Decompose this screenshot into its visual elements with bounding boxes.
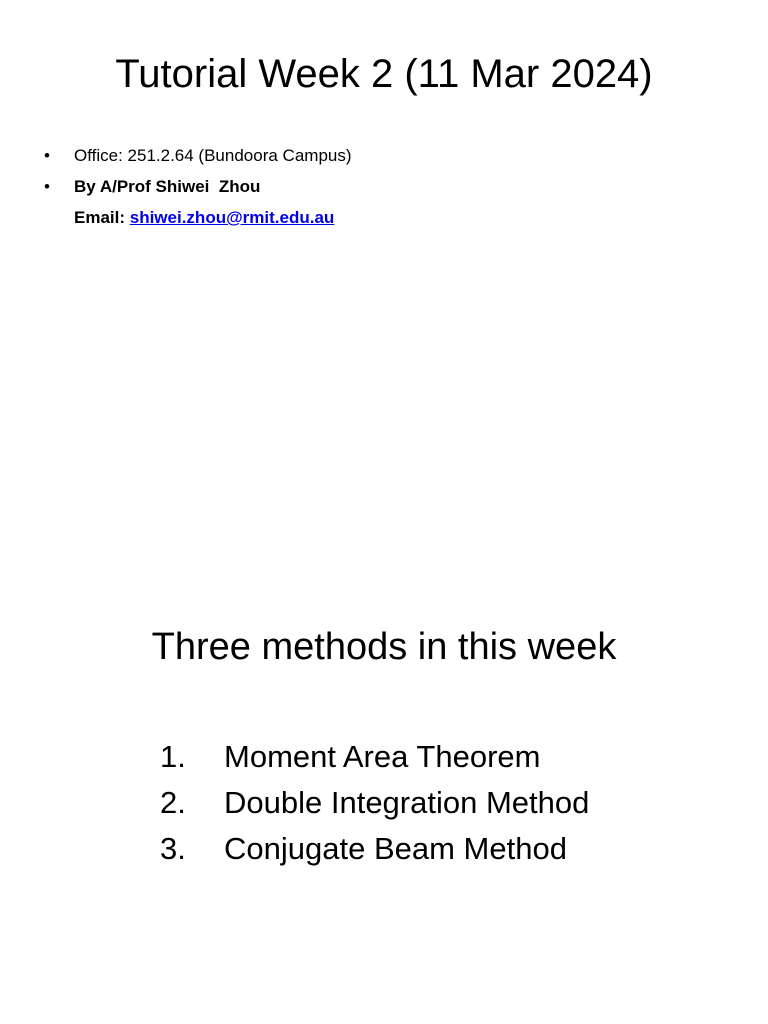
method-number: 3. [160, 831, 186, 866]
method-label: Conjugate Beam Method [224, 831, 567, 866]
method-item [160, 826, 589, 872]
method-item [160, 734, 589, 780]
lecturer-text: By A/Prof Shiwei Zhou [74, 177, 261, 196]
lecturer-item [42, 171, 742, 202]
method-item [160, 780, 589, 826]
methods-title: Three methods in this week [151, 626, 617, 668]
method-label: Moment Area Theorem [224, 739, 541, 774]
bullet-icon: • [44, 146, 50, 165]
slide-title: Tutorial Week 2 (11 Mar 2024) [115, 52, 653, 96]
bullet-icon: • [44, 177, 50, 196]
method-label: Double Integration Method [224, 785, 590, 820]
office-text: Office: 251.2.64 (Bundoora Campus) [74, 146, 352, 165]
methods-list [160, 734, 589, 872]
method-number: 2. [160, 785, 186, 820]
method-number: 1. [160, 739, 186, 774]
email-link[interactable]: shiwei.zhou@rmit.edu.au [129, 208, 335, 227]
contact-info-list [42, 140, 742, 233]
email-item [42, 202, 742, 233]
email-label: Email: [74, 208, 130, 227]
office-item [42, 140, 742, 171]
slide-methods [0, 512, 768, 1024]
